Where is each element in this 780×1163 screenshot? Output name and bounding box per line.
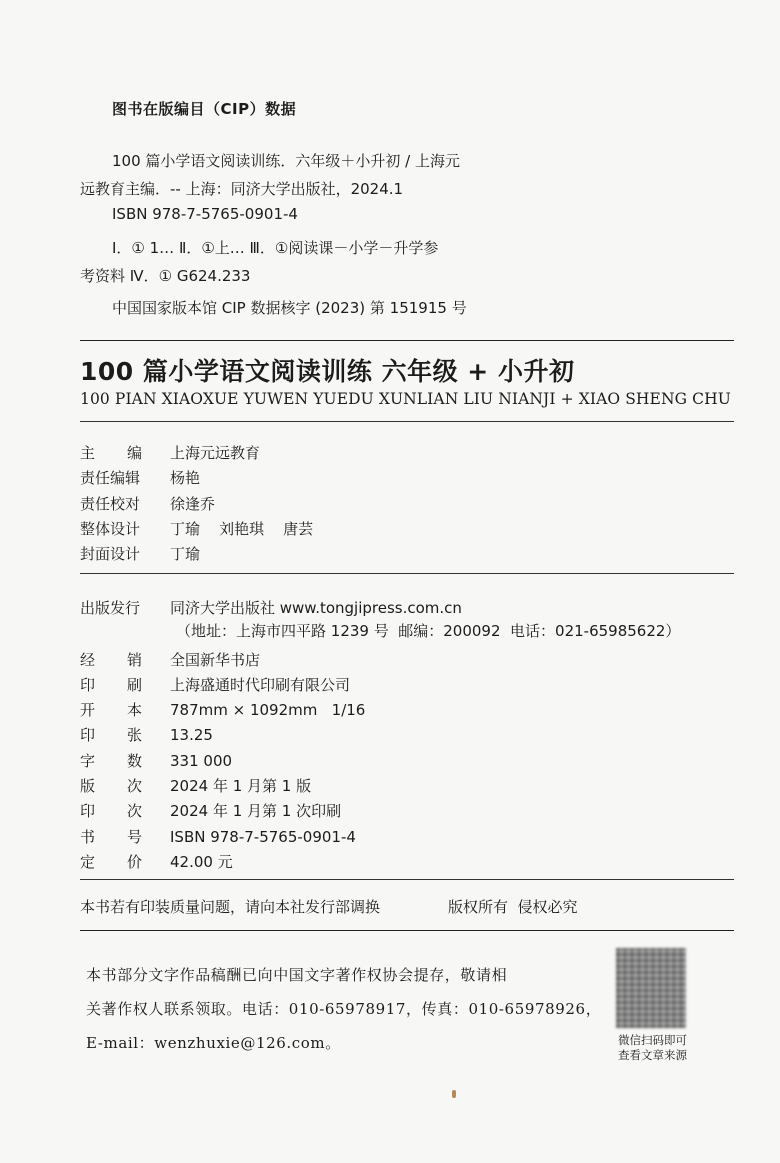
author-notice-line-2: 关著作权人联系领取。电话：010-65978917，传真：010-65978926， xyxy=(86,1000,602,1018)
author-notice-line-3: E-mail：wenzhuxie@126.com。 xyxy=(86,1034,341,1052)
qr-caption-2: 查看文章来源 xyxy=(618,1048,687,1062)
cip-line-2: 远教育主编．-- 上海：同济大学出版社，2024.1 xyxy=(80,180,404,198)
staff-label: 主 xyxy=(80,444,96,462)
divider xyxy=(80,421,734,422)
cip-line-5: 考资料 Ⅳ．① G624.233 xyxy=(80,267,251,285)
staff-row xyxy=(80,518,313,539)
detail-row xyxy=(80,724,213,745)
detail-row xyxy=(80,750,232,771)
rights-notice: 版权所有 侵权必究 xyxy=(448,898,578,916)
detail-row xyxy=(80,851,233,872)
cip-line-3: ISBN 978-7-5765-0901-4 xyxy=(112,205,298,223)
author-notice-line-1: 本书部分文字作品稿酬已向中国文字著作权协会提存，敬请相 xyxy=(86,966,508,984)
detail-value: 2024 年 1 月第 1 版 xyxy=(170,777,312,795)
detail-label: 经 xyxy=(80,651,96,669)
staff-label: 封面设计 xyxy=(80,545,141,563)
staff-label: 责任校对 xyxy=(80,495,141,513)
detail-label: 数 xyxy=(126,752,142,770)
detail-row xyxy=(80,699,365,720)
staff-row xyxy=(80,543,200,564)
book-title-pinyin: 100 PIAN XIAOXUE YUWEN YUEDU XUNLIAN LIU NIANJI + XIAO SHENG CHU xyxy=(80,390,731,408)
detail-label: 定 xyxy=(80,853,96,871)
paper-speck xyxy=(452,1090,456,1098)
detail-label: 刷 xyxy=(126,676,142,694)
detail-value: 全国新华书店 xyxy=(170,651,261,669)
detail-label: 次 xyxy=(126,802,142,820)
detail-label: 价 xyxy=(126,853,142,871)
staff-label: 编 xyxy=(126,444,142,462)
detail-label: 本 xyxy=(126,701,142,719)
detail-label: 张 xyxy=(126,726,142,744)
detail-row xyxy=(80,649,260,670)
detail-value: 13.25 xyxy=(170,726,213,744)
divider xyxy=(80,340,734,341)
staff-row xyxy=(80,442,260,463)
publisher-row xyxy=(80,597,462,618)
cip-line-4: Ⅰ．① 1… Ⅱ．①上… Ⅲ．①阅读课－小学－升学参 xyxy=(112,239,439,257)
cip-line-6: 中国国家版本馆 CIP 数据核字 (2023) 第 151915 号 xyxy=(112,299,467,317)
publisher-label: 出版发行 xyxy=(80,599,141,617)
staff-row xyxy=(80,493,215,514)
detail-row xyxy=(80,674,350,695)
staff-label: 整体设计 xyxy=(80,520,141,538)
qr-caption-1: 微信扫码即可 xyxy=(618,1033,687,1047)
divider xyxy=(80,879,734,880)
detail-row xyxy=(80,826,356,847)
detail-value: 42.00 元 xyxy=(170,853,233,871)
detail-label: 印 xyxy=(80,676,96,694)
detail-label: 书 xyxy=(80,828,96,846)
staff-row xyxy=(80,467,200,488)
publisher-address: （地址：上海市四平路 1239 号 邮编：200092 电话：021-65985622） xyxy=(176,622,681,640)
detail-value: 787mm × 1092mm 1/16 xyxy=(170,701,366,719)
detail-label: 号 xyxy=(126,828,142,846)
detail-row xyxy=(80,775,311,796)
detail-value: ISBN 978-7-5765-0901-4 xyxy=(170,828,356,846)
staff-value: 丁瑜 xyxy=(170,545,201,563)
publisher-value: 同济大学出版社 www.tongjipress.com.cn xyxy=(170,599,462,617)
cip-line-1: 100 篇小学语文阅读训练．六年级＋小升初 / 上海元 xyxy=(112,152,460,170)
detail-row xyxy=(80,800,341,821)
detail-label: 开 xyxy=(80,701,96,719)
book-title: 100 篇小学语文阅读训练 六年级 + 小升初 xyxy=(80,357,575,386)
staff-value: 丁瑜 刘艳琪 唐芸 xyxy=(170,520,314,538)
cip-heading: 图书在版编目（CIP）数据 xyxy=(112,100,297,118)
detail-label: 版 xyxy=(80,777,96,795)
detail-value: 2024 年 1 月第 1 次印刷 xyxy=(170,802,342,820)
detail-label: 印 xyxy=(80,726,96,744)
detail-label: 次 xyxy=(126,777,142,795)
divider xyxy=(80,573,734,574)
detail-value: 上海盛通时代印刷有限公司 xyxy=(170,676,351,694)
detail-label: 字 xyxy=(80,752,96,770)
divider xyxy=(80,930,734,931)
quality-notice: 本书若有印装质量问题，请向本社发行部调换 xyxy=(80,898,381,916)
detail-label: 印 xyxy=(80,802,96,820)
staff-label: 责任编辑 xyxy=(80,469,141,487)
detail-label: 销 xyxy=(126,651,142,669)
staff-value: 上海元远教育 xyxy=(170,444,261,462)
qr-code[interactable] xyxy=(616,948,686,1028)
staff-value: 杨艳 xyxy=(170,469,201,487)
staff-value: 徐逢乔 xyxy=(170,495,216,513)
detail-value: 331 000 xyxy=(170,752,233,770)
